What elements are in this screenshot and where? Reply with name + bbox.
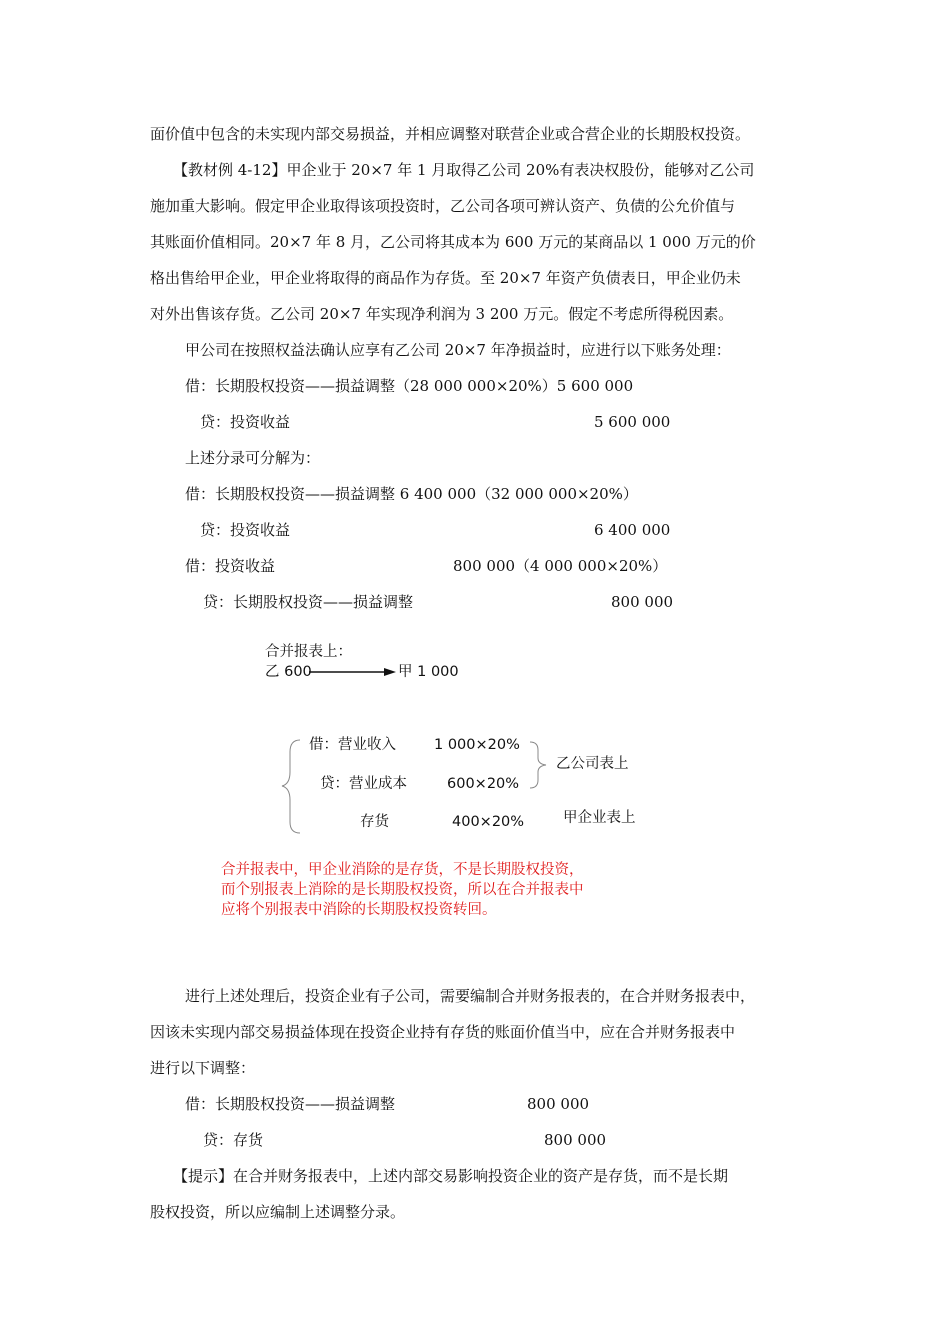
brace-row-item: 存货 xyxy=(360,814,389,830)
note-fragment: 甲企业消除的是存货 xyxy=(308,862,439,878)
text-line: 因该未实现内部交易损益体现在投资企业持有存货的账面价值当中，应在合并财务报表中 xyxy=(150,1023,736,1041)
text-line: 进行上述处理后，投资企业有子公司，需要编制合并财务报表的，在合并财务报表中， xyxy=(185,987,756,1005)
left-brace-icon xyxy=(282,740,300,833)
text-line: 其账面价值相同。20×7 年 8 月，乙公司将其成本为 600 万元的某商品以 1 000 万元的价 xyxy=(150,233,756,251)
journal-entry-credit: 贷：投资收益 xyxy=(200,413,291,431)
text-line: 施加重大影响。假定甲企业取得该项投资时，乙公司各项可辨认资产、负债的公允价值与 xyxy=(150,197,736,215)
journal-entry-credit: 贷：存货 xyxy=(203,1131,264,1149)
journal-entry-amount: 800 000（4 000 000×20%） xyxy=(453,557,668,575)
diagram-from: 乙 600 xyxy=(265,664,312,680)
journal-entry-credit: 贷：长期股权投资——损益调整 xyxy=(203,593,414,611)
note-fragment: 而 xyxy=(221,882,236,898)
text-line: 进行以下调整： xyxy=(150,1059,256,1077)
text-line: 甲公司在按照权益法确认应享有乙公司 20×7 年净损益时，应进行以下账务处理： xyxy=(185,341,731,359)
note-fragment: 个别报表上消除的是长期股权投资 xyxy=(235,882,453,898)
text-line: 格出售给甲企业，甲企业将取得的商品作为存货。至 20×7 年资产负债表日，甲企业仍未 xyxy=(150,269,741,287)
journal-entry-debit: 借：长期股权投资——损益调整 xyxy=(185,1095,396,1113)
red-note-line: 应将个别报表中消除的长期股权投资转回。 xyxy=(221,902,497,918)
journal-entry-debit: 借：长期股权投资——损益调整（28 000 000×20%）5 600 000 xyxy=(185,377,634,395)
text-line: 股权投资，所以应编制上述调整分录。 xyxy=(150,1203,406,1221)
red-note-line xyxy=(221,880,584,900)
red-note-line xyxy=(221,860,584,880)
arrow-head-icon xyxy=(384,668,396,676)
journal-entry-credit: 贷：投资收益 xyxy=(200,521,291,539)
journal-entry-debit: 借：投资收益 xyxy=(185,557,276,575)
tip-line: 【提示】在合并财务报表中，上述内部交易影响投资企业的资产是存货，而不是长期 xyxy=(173,1167,729,1185)
example-heading-line: 【教材例 4-12】甲企业于 20×7 年 1 月取得乙公司 20%有表决权股份，能够对乙公司 xyxy=(173,161,755,179)
text-line: 面价值中包含的未实现内部交易损益，并相应调整对联营企业或合营企业的长期股权投资。 xyxy=(150,125,751,143)
brace-label: 乙公司表上 xyxy=(556,756,629,772)
text-line: 上述分录可分解为： xyxy=(185,449,321,467)
brace-label: 甲企业表上 xyxy=(563,810,636,826)
brace-row-amount: 1 000×20% xyxy=(434,737,520,753)
brace-row-amount: 600×20% xyxy=(447,776,520,792)
brace-row-debit: 借：营业收入 xyxy=(309,737,396,753)
journal-entry-amount: 800 000 xyxy=(544,1131,607,1149)
note-fragment: ，不是长期股权投资， xyxy=(438,862,584,878)
journal-entry-debit: 借：长期股权投资——损益调整 6 400 000（32 000 000×20%） xyxy=(185,485,638,503)
note-fragment: ，所以在合并报表中 xyxy=(453,882,584,898)
diagram-to: 甲 1 000 xyxy=(398,664,459,680)
diagram-title: 合并报表上： xyxy=(265,644,352,660)
right-brace-icon xyxy=(530,742,546,788)
note-fragment: 合并报表中， xyxy=(221,862,308,878)
journal-entry-amount: 800 000 xyxy=(611,593,674,611)
journal-entry-amount: 6 400 000 xyxy=(594,521,671,539)
journal-entry-amount: 5 600 000 xyxy=(594,413,671,431)
brace-row-credit: 贷：营业成本 xyxy=(320,776,407,792)
brace-row-amount: 400×20% xyxy=(452,814,525,830)
text-line: 对外出售该存货。乙公司 20×7 年实现净利润为 3 200 万元。假定不考虑所得税因素。 xyxy=(150,305,734,323)
journal-entry-amount: 800 000 xyxy=(527,1095,590,1113)
